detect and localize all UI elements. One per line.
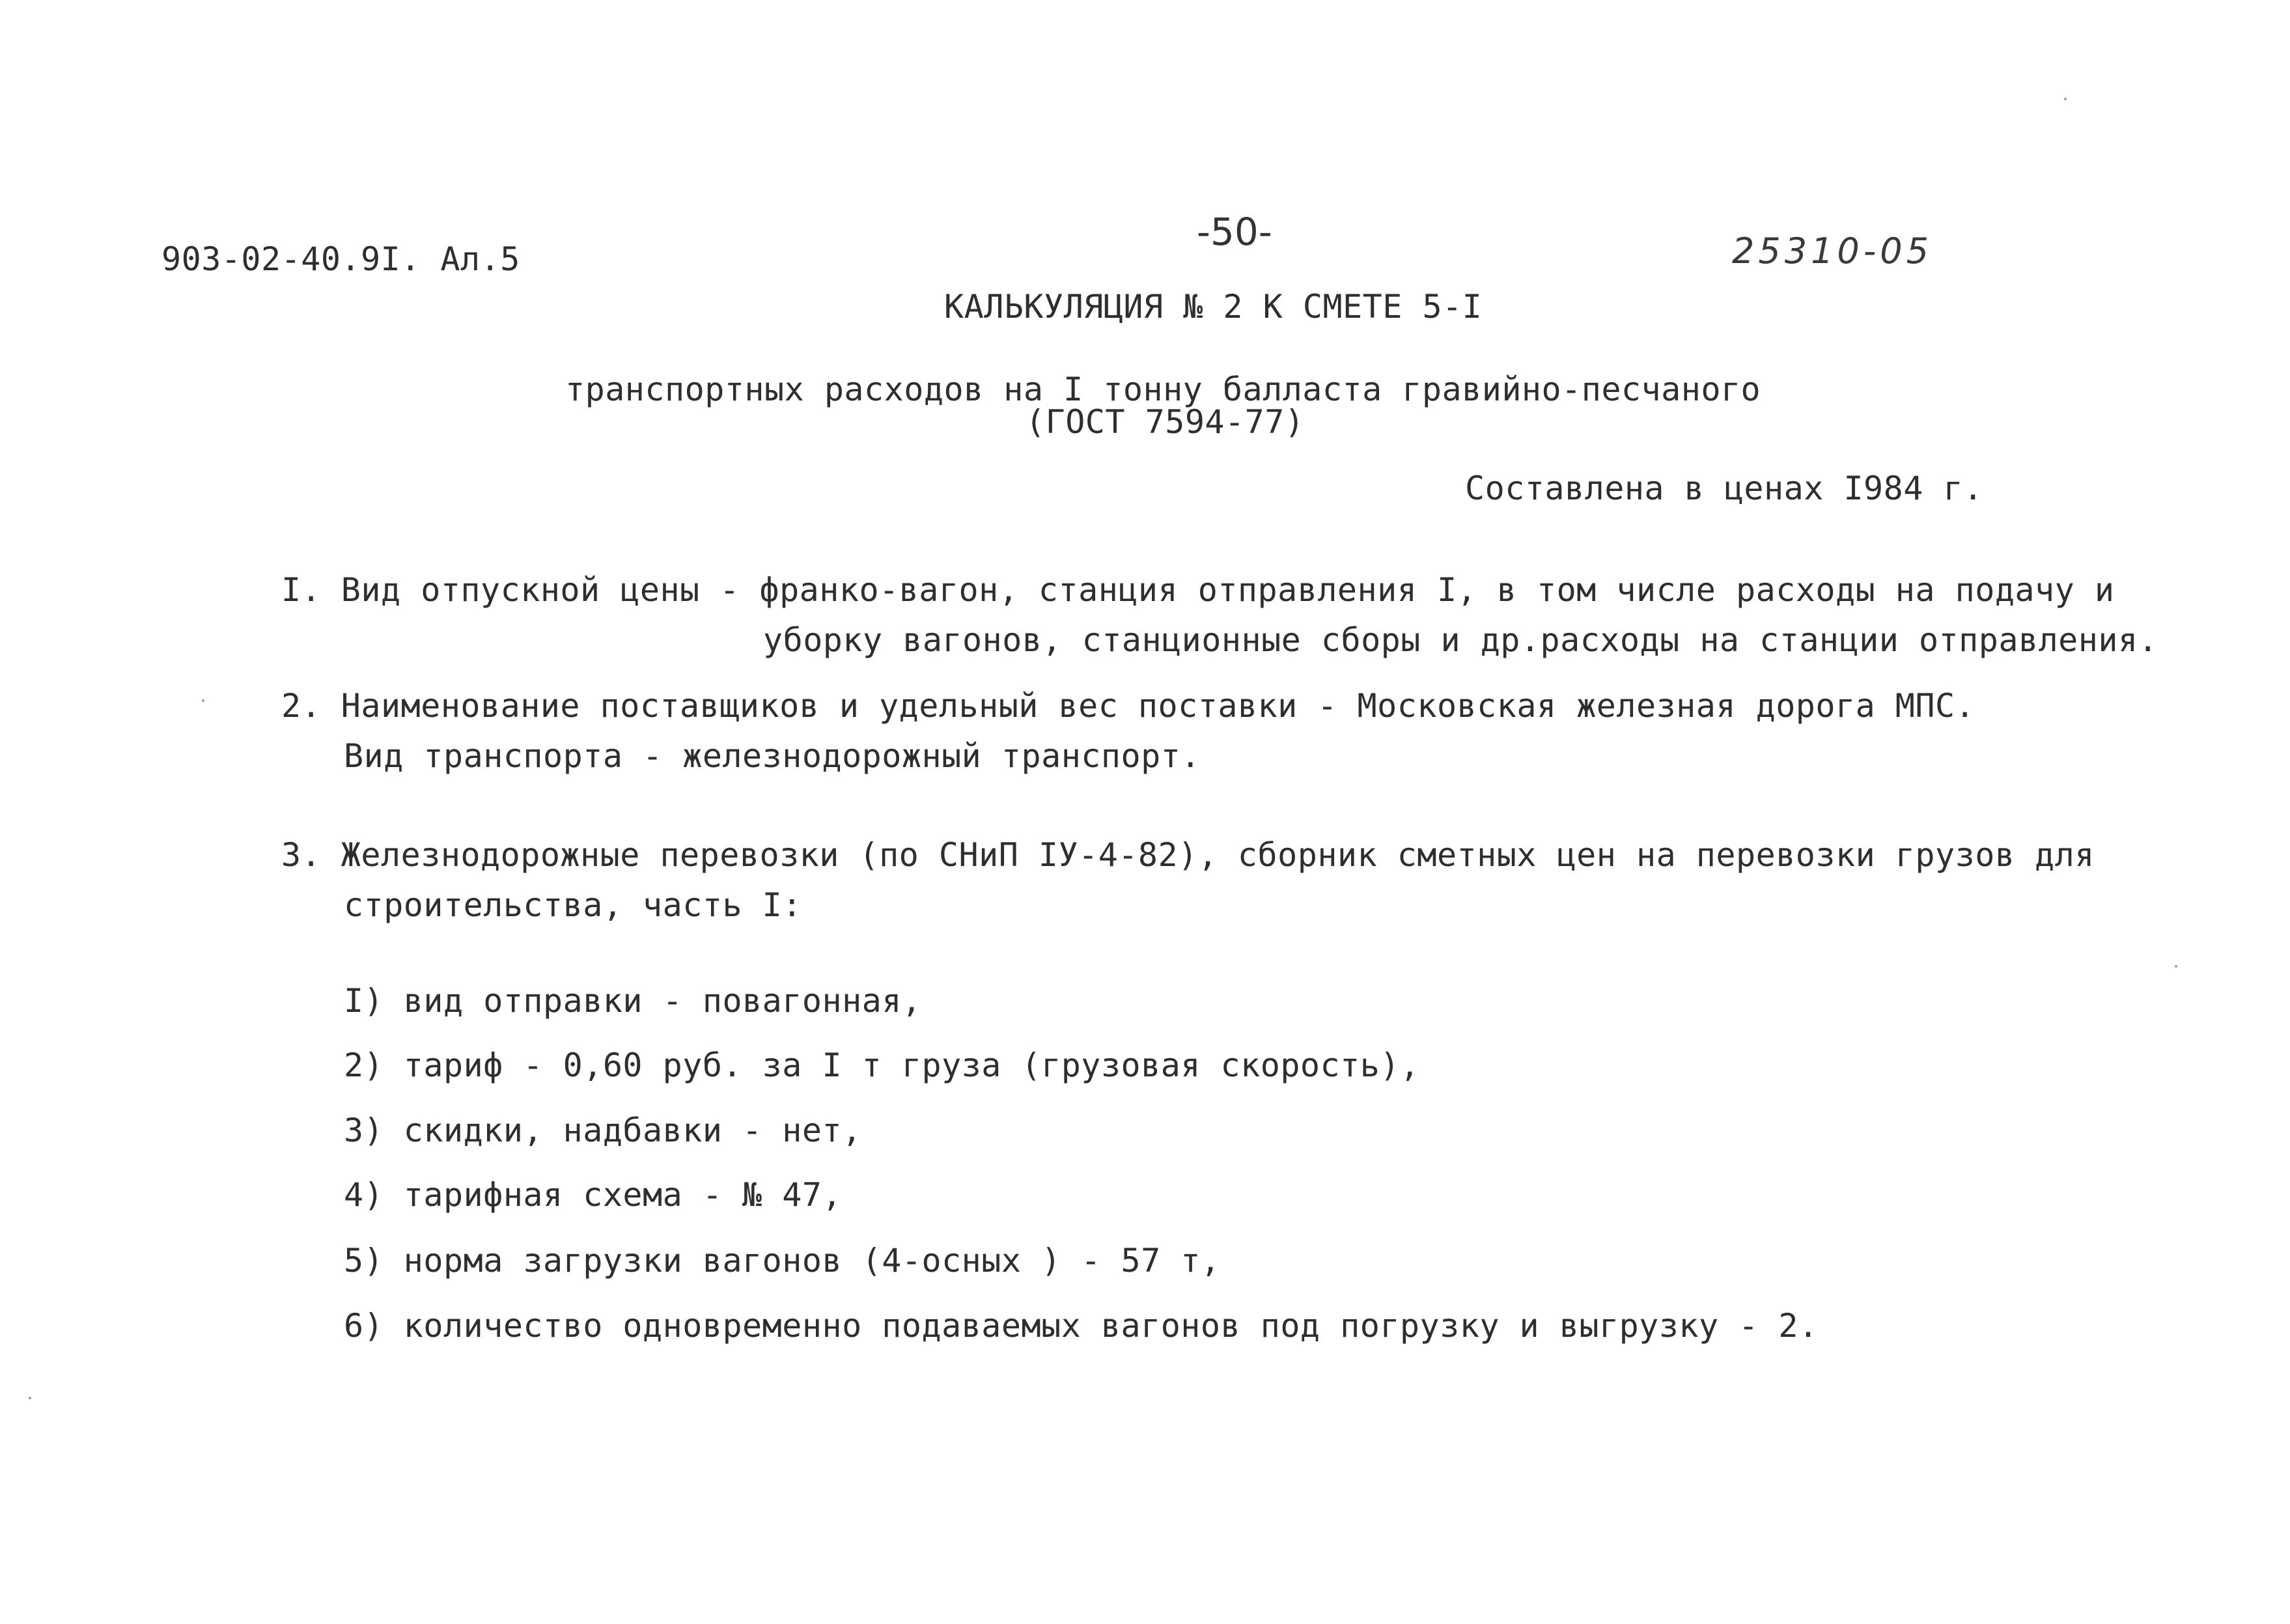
- list-item: 4) тарифная схема - № 47,: [344, 1176, 843, 1214]
- inventory-number: 25310-05: [1732, 231, 1933, 272]
- list-item: 3) скидки, надбавки - нет,: [344, 1112, 862, 1149]
- document-title: КАЛЬКУЛЯЦИЯ № 2 К СМЕТЕ 5-I: [944, 288, 1483, 326]
- scan-speck: [2064, 98, 2067, 100]
- document-code: 903-02-40.9I. Ал.5: [161, 240, 520, 278]
- section-3-line-2: строительства, часть I:: [344, 886, 802, 924]
- list-item: 5) норма загрузки вагонов (4-осных ) - 57 т,: [344, 1242, 1221, 1280]
- section-2-line-1: 2. Наименование поставщиков и удельный вес поставки - Московская железная дорога МПС.: [281, 687, 1976, 725]
- document-subtitle: транспортных расходов на I тонну балласта гравийно-песчаного: [565, 371, 1761, 408]
- section-3-line-1: 3. Железнодорожные перевозки (по СНиП IУ-4-82), сборник сметных цен на перевозки грузов для: [281, 836, 2095, 874]
- section-1-line-2: уборку вагонов, станционные сборы и др.расходы на станции отправления.: [763, 621, 2158, 659]
- scan-speck: [202, 699, 204, 702]
- scan-speck: [2175, 965, 2177, 968]
- page-number: -50-: [1197, 210, 1272, 254]
- section-2-line-2: Вид транспорта - железнодорожный транспорт.: [344, 737, 1201, 775]
- prices-note: Составлена в ценах I984 г.: [1465, 469, 1983, 507]
- scan-speck: [29, 1397, 31, 1399]
- section-1-line-1: I. Вид отпускной цены - франко-вагон, станция отправления I, в том числе расходы на подачу и: [281, 571, 2115, 609]
- document-subtitle-standard: (ГОСТ 7594-77): [1026, 403, 1305, 441]
- list-item: 2) тариф - 0,60 руб. за I т груза (грузовая скорость),: [344, 1046, 1420, 1084]
- list-item: 6) количество одновременно подаваемых вагонов под погрузку и выгрузку - 2.: [344, 1307, 1819, 1345]
- list-item: I) вид отправки - повагонная,: [344, 982, 922, 1020]
